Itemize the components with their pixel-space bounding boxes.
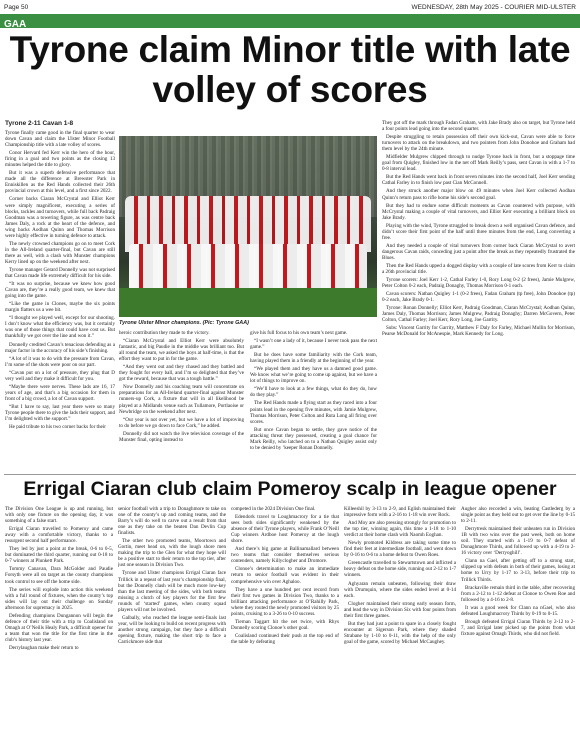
- section-banner: [0, 14, 580, 28]
- story2-column-5: [461, 506, 575, 734]
- story2-column-3: [231, 506, 339, 734]
- team-photo: [119, 136, 377, 317]
- paragraph: But they had just a point to spare in a closely fought encounter at Sigerson Park, where they shaded Strabane by 1-10 to 0-11, with the help of the only goal of the game, scored by Michael McCaughey.: [344, 620, 456, 645]
- paragraph: Galbally, who reached the league semi-finals last year, will be looking to build on recent progress with another strong campaign, but they face a difficult opening fixture, making the short trip to face a Carrickmore side that: [118, 614, 226, 645]
- story-divider: [4, 474, 576, 475]
- photo-pitch: [119, 288, 377, 317]
- paragraph: Tiernan Taggart hit the net twice, with Rhys Donnelly scoring Clonoe’s other goal.: [231, 618, 339, 631]
- paragraph: They got off the mark through Fadan Graham, with Jake Brady also on target, but Tyrone held a four points lead going into the second quarter.: [382, 120, 575, 133]
- story2-column-4: [344, 506, 456, 734]
- paragraph: Tommy Canavan, Dara McGolder and Paudie Forsyth were all on target as the county champions took control to see off the home side.: [5, 566, 113, 585]
- paragraph: Derrytresk maintained their unbeaten run in Division 1B with two wins over the past week, both on home soil. They started with a 1-19 to 0-7 defeat of Donaghmore Thirds, and followed up with a 4-19 to 2-16 victory over ‘Derryoghill’.: [461, 526, 575, 557]
- paragraph: But he does have some familiarity with the Cork team, having played them in a friendly at the beginning of the year.: [250, 352, 377, 365]
- paragraph: Defending champions Dungannon will begin the defence of their title with a trip to Coalisland on Omagh at O’Neills Healy Park, a difficult opener for a team that won the title for the first time in the club’s history last year.: [5, 612, 113, 643]
- paragraph: Clogher maintained their strong early season form, and lead the way in Division Six with four points from their first three games.: [344, 600, 456, 619]
- paragraph: But they had to endure some difficult moments as Cavan countered with purpose, with McCrystal making a couple of vital turnovers, and Elliot Kerr executing a brilliant block on Jake Brady.: [382, 202, 575, 221]
- paragraph: The other two promoted teams, Moortown and Gortin, meet head on, with the lough shore men making the trip to the Glen for what they hope will be a positive start to their return to the top tier, after just one season in Division Two.: [118, 538, 226, 569]
- photo-caption: Tyrone Ulster Minor champions. (Pic: Tyrone GAA): [119, 320, 249, 326]
- paragraph: The series will explode into action this weekend with a full round of fixtures, when the county’s top sides will lay out their challenge on Sunday afternoon for supremacy in 2025.: [5, 586, 113, 611]
- paragraph: Newly promoted Kildress are taking some time to find their feet at intermediate football, and went down by 0-16 to 0-6 to a home defeat to Owen Roes.: [344, 540, 456, 559]
- story2-headline: Errigal Ciaran club claim Pomeroy scalp in league opener: [23, 478, 557, 500]
- paragraph: And there’s big game at Ballinamallard between two teams that consider themselves serious contenders, namely Killyclogher and Dromore.: [231, 546, 339, 565]
- paragraph: “I wasn’t one a lady of it, because I never took pass the next game.”: [250, 338, 377, 351]
- paragraph: He paid tribute to his two corner backs for their: [9, 424, 106, 431]
- page-number: Page 50: [4, 3, 29, 11]
- paragraph: Brough defeated Errigal Ciaran Thirds by 2-12 to 2-7, and Errigal later picked up the points from what fixture against Omagh Thirds, who did not field.: [461, 618, 575, 637]
- paragraph: Tyrone scorers: Joel Kerr 1-2, Cathal Farley 1-0, Rory Long 0-2 (2 frees), Jamie Mulgrew, Peter Colton 0-2 each, Padraig Donaghy, Thomas Morrison 0-1 each.: [382, 277, 575, 290]
- score-line: Tyrone 2-11 Cavan 1-8: [5, 120, 74, 127]
- date-line: WEDNESDAY, 28th May 2025 - COURIER MID-ULSTER: [411, 3, 576, 11]
- paragraph: “It was no surprise, because we knew how good Cavan are, they’re a really good team, we knew that going into the game.: [5, 281, 115, 300]
- page-header: [0, 0, 580, 14]
- paragraph: The newly crowned champions go on to meet Cork in the All-Ireland quarter-final, but Cavan are still there as well, with a clash with Munster champions Kerry lined up on the weekend after next.: [5, 240, 115, 265]
- paragraph: Clonoe’s determination to make an immediate return to senior football was evident in their comprehensive win over Aghaloo.: [231, 566, 339, 585]
- paragraph: Coalisland continued their push at the top end of the table by defeating: [231, 632, 339, 645]
- paragraph: Subs: Vincent Garrity for Garrity, Matthew F Daly for Farley, Michael Mullin for Morrison, Pearse McDonald for McAnespie, Mark Kennedy for Long.: [382, 325, 575, 338]
- paragraph: Killeeshil by 3-13 to 2-9, and Eglish maintained their impressive form with a 2-16 to 1-18 win over Rock.: [344, 506, 456, 519]
- paragraph: The Division One League is up and running, but with only one fixture on the opening day, it was something of a false start.: [5, 506, 113, 525]
- paragraph: And Moy are also pressing strongly for promotion to the top tier, winning again, this time a 1-18 to 1-10 verdict at their home clash with Naomh Eoghan.: [344, 520, 456, 539]
- paragraph: Augher also recorded a win, beating Castlederg by a single point as they held out to get over the line by 0-15 to 2-11.: [461, 506, 575, 525]
- paragraph: But it was a superb defensive performance that made all the difference at Brewster Park in Enniskillen as the Red Hands collected their 26th provincial crown at this level, and a first since 2022.: [5, 170, 115, 195]
- paragraph: “Cavan put on a lot of pressure, they plug that D very well and they make it difficult for you.: [5, 369, 115, 382]
- section-label: GAA: [4, 19, 27, 30]
- paragraph: “Our year is not over yet, but we have a lot of improving to do before we go down to face Cork,” he added.: [119, 416, 244, 429]
- paragraph: Clann na Gael, after getting off to a strong start, slipped up with defeats in both of their games, losing at home to Urry by 1-17 to 3-13, before their trip to Trillick Thirds.: [461, 558, 575, 583]
- paragraph: Midfielder Mulgrew chipped through to nudge Tyrone back in front, but a stoppage time goal from Quigley, finished low in the net off Mark Reilly’s pass, sent Cavan in with a 1-7 to 0-8 interval lead.: [382, 154, 575, 173]
- paragraph: They have a one hundred per cent record from their first two games in Division Two, thanks to a brilliant attacking performance at O’Rahilly Park, where they routed the newly promoted visitors by 25 points, cruising to a 3-26 to 0-10 success.: [231, 586, 339, 617]
- story2-column-2: [118, 506, 226, 734]
- story1-column-2: [119, 330, 244, 472]
- paragraph: They led by just a point at the break, 0-6 to 0-5, but dominated the third quarter, running out 0-18 to 0-7 winners at Plunkett Park.: [5, 546, 113, 565]
- paragraph: But the Red Hands went back in front seven minutes into the second half, Joel Kerr sending Cathal Farley in to finish low past Cian McConnell.: [382, 174, 575, 187]
- paragraph: Despite struggling to retain possession off their own kick-out, Cavan were able to force turnovers to attack on the breakdown, and two pointers from John Donohoe and Graham had them level by the 24th minute.: [382, 134, 575, 153]
- paragraph: “Like the game in Clones, maybe the six points margin flatters us a wee bit.: [5, 301, 115, 314]
- paragraph: It was a good week for Clann na nGael, who also defeated Loughmacrory Thirds by 0-19 to 0-15.: [461, 604, 575, 617]
- paragraph: “And they went out and they chased and they battled and they fought for every ball, and I’m so delighted that they’ve got the reward, because that was a tough battle.”: [119, 364, 244, 383]
- story1-column-1: [5, 120, 115, 472]
- paragraph: heroic contribution they made to the victory.: [119, 330, 210, 336]
- paragraph: But once Cavan began to settle, they gave notice of the attacking threat they possessed, creating a goal chance for Mark Reilly, who latched on to a Nathan Quigley assist only to be denied by ’keeper Ronan Donnelly.: [250, 426, 377, 451]
- paragraph: And they needed a couple of vital turnovers from corner back Ciaran McCrystal to avert dangerous Cavan raids, conceding just a point after the break as they repeatedly frustrated the Blues.: [382, 242, 575, 261]
- paragraph: senior football with a trip to Donaghmore to take on one of the county’s up and coming teams, and the Barry’s will do well to carve out a result from that one as they take on the beaten Dan Devlin Cup finalists.: [118, 506, 226, 537]
- paragraph: “We played them and they have us a damned good game. We know what we’re going to come up against, but we have a lot of things to improve on.: [250, 366, 377, 385]
- paragraph: And they struck another major blow on 49 minutes when Joel Kerr collected Aodhan Quinn’s return pass to rifle home his side’s second goal.: [382, 188, 575, 201]
- paragraph: Derrylaughan make their return to: [9, 644, 79, 651]
- paragraph: Aghyaran remain unbeaten, following their draw with Drumquin, where the sides ended level at 0-14 each.: [344, 580, 456, 599]
- story1-column-4: [382, 120, 575, 472]
- paragraph: “Ciaran McCrystal and Elliot Kerr were absolutely fantastic, and big Paudie in the middle was brilliant too. But all round the team, we asked the boys at half-time, is that the effort they want to put in for the game.: [119, 338, 244, 363]
- paragraph: Edendork travel to Loughmacrory for a tie that sees both sides significantly weakened by the absence of their Tyrone players, while Frank O’Neill Cup winners Ardboe host Pomeroy at the lough shore.: [231, 514, 339, 545]
- paragraph: Tyrone and Ulster champions Errigal Ciaran face Trillick in a repeat of last year’s championship final, but the Donnelly clash will be much more low-key than the last meeting of the sides, with both teams missing a clutch of key players for the first few rounds of ‘started’ games, when county squad players will not be involved.: [118, 570, 226, 613]
- paragraph: Cavan scorers: Nathan Quigley 1-1 (0-2 frees), Fadan Graham (tp free), John Donohoe (tp) 0-2 each, Jake Brady 0-1.: [382, 291, 575, 304]
- paragraph: “Maybe there were nerves. These lads are 16, 17 years of age, and that’s a big occasion for them in front of a big crowd, a lot of Cavan support.: [5, 383, 115, 402]
- story1-headline: Tyrone claim Minor title with late volley of scores: [9, 29, 571, 110]
- paragraph: “We’ll have to look at a few things, what do they do, how do they play.”: [250, 386, 377, 399]
- paragraph: Then the Red Hands upped a dogged display with a couple of late scores from Kerr to claim a 26th provincial title.: [382, 262, 575, 276]
- story2-column-1: [5, 506, 113, 734]
- photo-players-front: [129, 244, 367, 292]
- paragraph: Conor Hervard fed Kerr win the hero of the hour, firing in a goal and two points as the closing 13 minutes helped the title to glory.: [5, 150, 115, 169]
- paragraph: Corner backs Ciaran McCrystal and Elliot Kerr were simply magnificent, executing a series of blocks, tackles and turnovers, while full back Padraig Goodman was a towering figure, as was centre back James Daly, a rock at the heart of the defence, and wing backs Aodhan Quinn and Thomas Morrison were highly effective in turning defence to attack.: [5, 196, 115, 239]
- paragraph: “I thought we played well, except for our shooting. I don’t know what the efficiency was, but it certainly was one of those things that could have cost us. But thankfully we got over the line and won it.”: [5, 315, 115, 340]
- paragraph: Tyrone: Ronan Donnelly; Elliot Kerr, Padraig Goodman, Ciaran McCrystal; Aodhan Quinn, James Daly, Thomas Morrison; James Mulgrew, Padraig Donaghy; Darren McGovern, Peter Colton, Cathal Farley; Joel Kerr, Rory Long, Joe Garrity.: [382, 305, 575, 324]
- paragraph: give his full focus to his own team’s next game.: [250, 330, 348, 336]
- story1-column-3: [250, 330, 377, 472]
- paragraph: Now Donnelly and his coaching team will concentrate on preparations for an All-Ireland quarter-final against Munster runners-up Cork, a fixture that will in all likelihood be played at a Midlands venue such as Tullamore, Portlaoise or Newbridge on the weekend after next.: [119, 384, 244, 415]
- paragraph: Greencastle travelled to Stewartstown and inflicted a heavy defeat on the home side, running out 2-12 to 1-7 winners.: [344, 560, 456, 579]
- paragraph: “But I have to say, last year there were so many Tyrone people there to give the lads their support, and I’m delighted with the support.”: [5, 403, 115, 423]
- paragraph: Donnelly did not watch the live television coverage of the Munster final, opting instead to: [119, 430, 244, 443]
- paragraph: Tyrone manager Gerard Donnelly was not surprised that Cavan made life extremely difficult for his side.: [5, 266, 115, 280]
- paragraph: Playing with the wind, Tyrone struggled to break down a well organised Cavan defence, and didn’t score their first point of the half until three minutes from the end, Long converting a free.: [382, 222, 575, 241]
- paragraph: The Red Hands made a flying start as they raced into a four points lead in the opening five minutes, with Jamie Mulgrew, Thomas Morrison, Peter Colton and Ruta Long all firing over scores.: [250, 400, 377, 425]
- paragraph: competed in the 2024 Division One final.: [231, 506, 316, 512]
- paragraph: Donnelly credited Cavan’s tenacious defending as a major factor in the accuracy of his side’s finishing.: [5, 341, 115, 354]
- paragraph: Errigal Ciaran travelled to Pomeroy and came away with a comfortable victory, thanks to a resurgent second half performance.: [5, 526, 113, 545]
- paragraph: Brackaville remain third in the table, after recovering from a 2-12 to 1-12 defeat at Clonoe to Owen Roe and followed by a 4-16 to 2-8.: [461, 584, 575, 603]
- paragraph: Tyrone finally came good in the final quarter to wear down Cavan and claim the Ulster Minor Football Championship title with a late volley of scores.: [5, 130, 115, 149]
- paragraph: “A lot of it was to do with the pressure from Cavan, I’m some of the shots were poor on our part.: [5, 355, 115, 368]
